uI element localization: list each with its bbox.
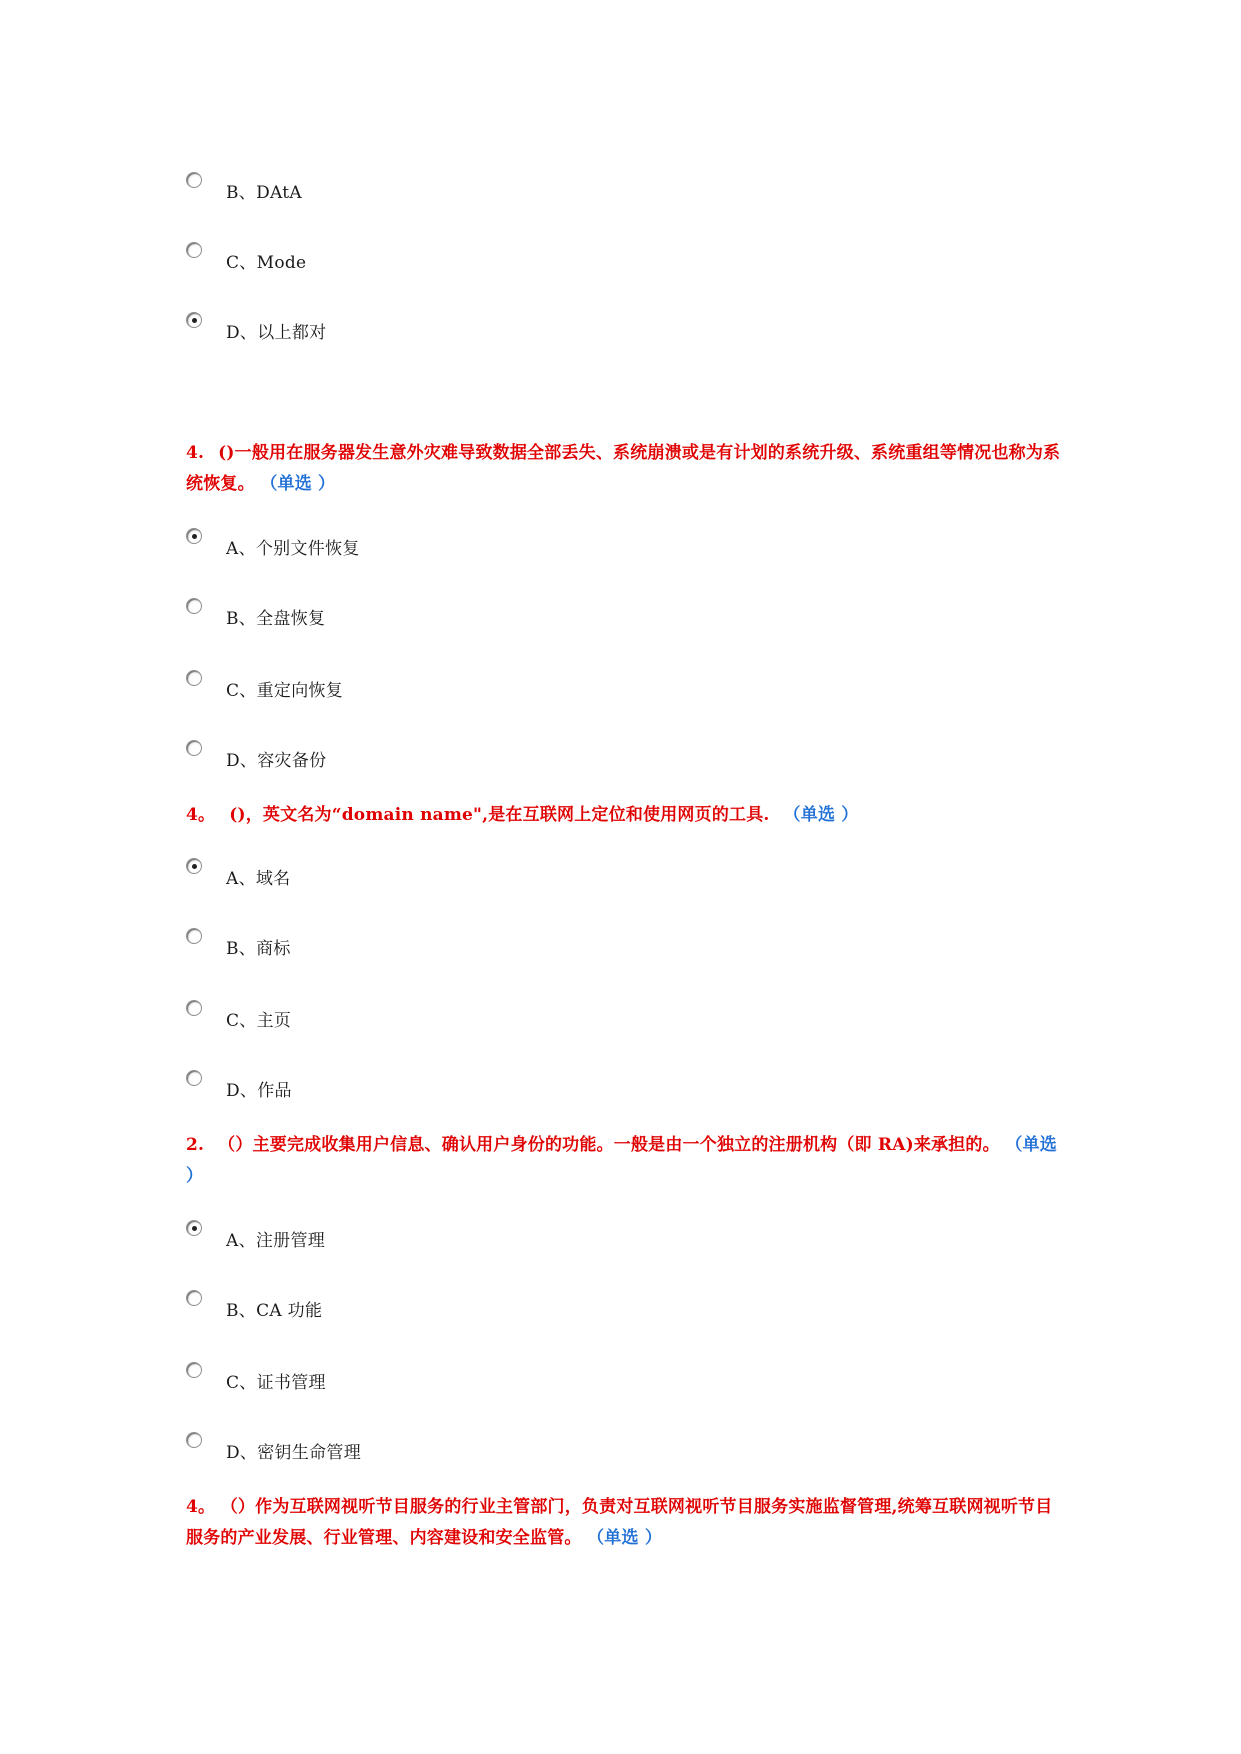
radio-button[interactable] — [186, 1362, 202, 1378]
question-stem: ()，英文名为“domain name",是在互联网上定位和使用网页的工具. — [229, 805, 770, 825]
question-type: （单选 ） — [783, 805, 859, 825]
question-text — [186, 800, 1066, 831]
option-row[interactable] — [186, 1070, 886, 1100]
option-label: D、密钥生命管理 — [226, 1443, 362, 1463]
question-text — [186, 438, 1066, 500]
option-label: C、主页 — [226, 1011, 292, 1031]
question-number: 4. — [186, 443, 205, 463]
option-row[interactable] — [186, 928, 886, 958]
option-label: D、以上都对 — [226, 323, 327, 343]
option-row[interactable] — [186, 528, 886, 558]
radio-button[interactable] — [186, 858, 202, 874]
option-row[interactable] — [186, 172, 886, 202]
radio-button[interactable] — [186, 1070, 202, 1086]
radio-button[interactable] — [186, 172, 202, 188]
option-label: D、作品 — [226, 1081, 292, 1101]
radio-button[interactable] — [186, 670, 202, 686]
radio-button[interactable] — [186, 528, 202, 544]
option-row[interactable] — [186, 1362, 886, 1392]
option-row[interactable] — [186, 312, 886, 342]
radio-button[interactable] — [186, 1432, 202, 1448]
question-type: （单选 ） — [595, 1528, 663, 1548]
question-type: （单选 ） — [268, 474, 336, 494]
radio-button[interactable] — [186, 1220, 202, 1236]
option-row[interactable] — [186, 242, 886, 272]
option-label: B、DAtA — [226, 183, 303, 203]
option-label: C、重定向恢复 — [226, 681, 344, 701]
question-type: （单选 ） — [186, 1135, 1057, 1186]
radio-button[interactable] — [186, 740, 202, 756]
option-label: D、容灾备份 — [226, 751, 327, 771]
question-stem: （）主要完成收集用户信息、确认用户身份的功能。一般是由一个独立的注册机构（即 RA)来承担的。 — [218, 1135, 1000, 1155]
option-row[interactable] — [186, 598, 886, 628]
option-row[interactable] — [186, 858, 886, 888]
option-row[interactable] — [186, 1000, 886, 1030]
option-label: B、CA 功能 — [226, 1301, 323, 1321]
option-row[interactable] — [186, 1220, 886, 1250]
option-label: C、证书管理 — [226, 1373, 326, 1393]
option-label: A、个别文件恢复 — [226, 539, 360, 559]
question-stem: ()一般用在服务器发生意外灾难导致数据全部丢失、系统崩溃或是有计划的系统升级、系统重组等情况也称为系统恢复。 — [186, 443, 1061, 494]
option-row[interactable] — [186, 670, 886, 700]
option-row[interactable] — [186, 1432, 886, 1462]
radio-button[interactable] — [186, 1000, 202, 1016]
question-number: 2. — [186, 1135, 205, 1155]
option-row[interactable] — [186, 740, 886, 770]
question-number: 4。 — [186, 805, 216, 825]
radio-button[interactable] — [186, 1290, 202, 1306]
radio-button[interactable] — [186, 242, 202, 258]
question-stem: （）作为互联网视听节目服务的行业主管部门，负责对互联网视听节目服务实施监督管理,统筹互联网视听节目服务的产业发展、行业管理、内容建设和安全监管。 — [186, 1497, 1053, 1548]
option-label: A、域名 — [226, 869, 291, 889]
option-label: B、全盘恢复 — [226, 609, 326, 629]
radio-button[interactable] — [186, 598, 202, 614]
radio-button[interactable] — [186, 928, 202, 944]
question-number: 4。 — [186, 1497, 216, 1517]
option-label: B、商标 — [226, 939, 291, 959]
radio-button[interactable] — [186, 312, 202, 328]
option-label: A、注册管理 — [226, 1231, 326, 1251]
option-row[interactable] — [186, 1290, 886, 1320]
question-text — [186, 1130, 1066, 1192]
option-label: C、Mode — [226, 253, 307, 273]
question-text — [186, 1492, 1066, 1554]
